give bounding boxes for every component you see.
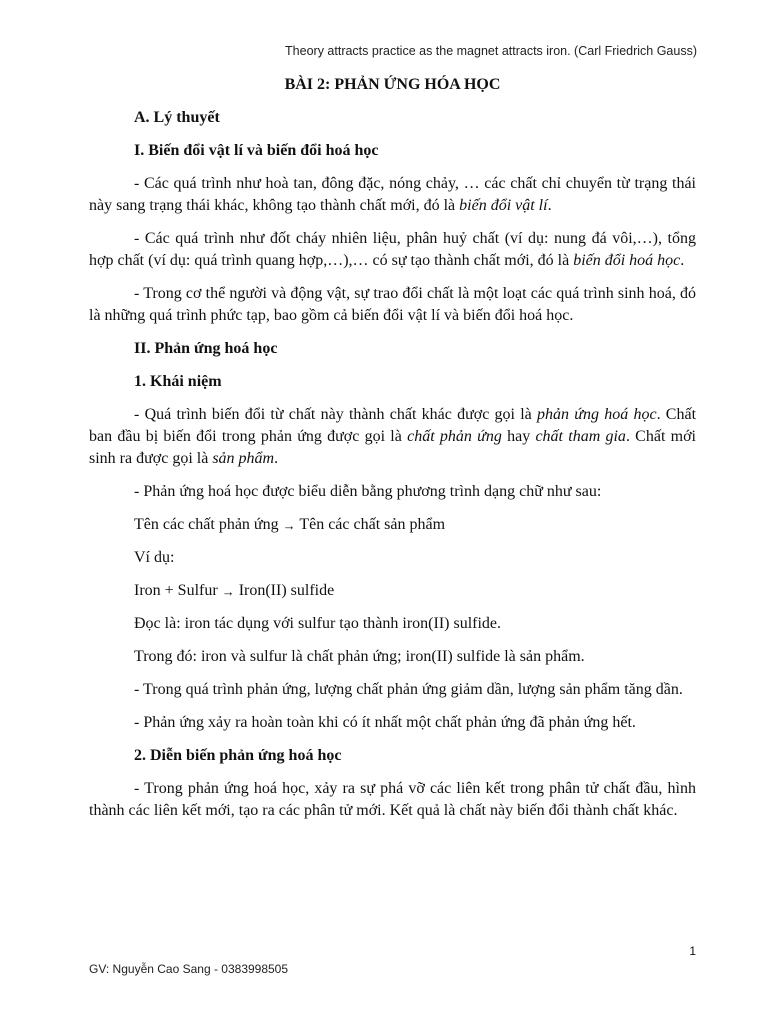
section-heading-2-1: 1. Khái niệm [134,373,222,390]
word-equation-general: Tên các chất phản ứng → Tên các chất sản phẩm [134,516,446,533]
term-participant: chất tham gia [535,428,626,445]
section-heading-2: II. Phản ứng hoá học [134,340,278,357]
header-quote: Theory attracts practice as the magnet attracts iron. (Carl Friedrich Gauss) [285,44,697,58]
document-body [89,74,696,833]
term-reaction: phản ứng hoá học [537,406,657,423]
page-title: BÀI 2: PHẢN ỨNG HÓA HỌC [284,76,501,93]
paragraph-definition: - Quá trình biến đổi từ chất này thành chất khác được gọi là phản ứng hoá học. Chất ban đầu bị biến đổi trong phản ứng được gọi là chất phản ứng hay chất tham gia. Chất mới sinh ra được gọi là sản phẩm. [89,406,697,467]
arrow-icon: → [221,584,235,599]
paragraph-reaction-progress: - Trong phản ứng hoá học, xảy ra sự phá vỡ các liên kết trong phân tử chất đầu, hình thành các liên kết mới, tạo ra các phân tử mới. Kết quả là chất này biến đổi thành chất khác. [89,780,696,819]
section-heading-1: I. Biến đổi vật lí và biến đổi hoá học [134,142,379,159]
example-label: Ví dụ: [134,549,175,566]
page-number: 1 [689,944,696,958]
arrow-icon: → [282,518,296,533]
reading-line: Đọc là: iron tác dụng với sulfur tạo thành iron(II) sulfide. [134,615,502,632]
where-line: Trong đó: iron và sulfur là chất phản ứng; iron(II) sulfide là sản phẩm. [134,648,585,665]
paragraph-metabolism: - Trong cơ thể người và động vật, sự trao đổi chất là một loạt các quá trình sinh hoá, đó là những quá trình phức tạp, bao gồm cả biến đổi vật lí và biến đổi hoá học. [89,285,696,324]
term-reactant: chất phản ứng [407,428,502,445]
paragraph-physical-change: - Các quá trình như hoà tan, đông đặc, nóng chảy, … các chất chỉ chuyển từ trạng thái này sang trạng thái khác, không tạo thành chất mới, đó là biến đổi vật lí. [89,175,696,214]
paragraph-amount-change: - Trong quá trình phản ứng, lượng chất phản ứng giảm dần, lượng sản phẩm tăng dần. [134,681,683,698]
section-heading-2-2: 2. Diễn biến phản ứng hoá học [134,747,342,764]
term-chemical-change: biến đổi hoá học [573,252,681,269]
paragraph-chemical-change: - Các quá trình như đốt cháy nhiên liệu, phân huỷ chất (ví dụ: nung đá vôi,…), tổng hợp chất (ví dụ: quá trình quang hợp,…),… có sự tạo thành chất mới, đó là biến đổi hoá học. [89,230,696,269]
word-equation-example: Iron + Sulfur → Iron(II) sulfide [134,582,335,599]
term-physical-change: biến đổi vật lí [459,197,548,214]
paragraph-word-equation: - Phản ứng hoá học được biểu diễn bằng phương trình dạng chữ như sau: [134,483,602,500]
section-heading-a: A. Lý thuyết [134,109,220,126]
footer-author: GV: Nguyễn Cao Sang - 0383998505 [89,962,289,976]
term-product: sản phẩm [212,450,275,467]
paragraph-complete-reaction: - Phản ứng xảy ra hoàn toàn khi có ít nhất một chất phản ứng đã phản ứng hết. [134,714,636,731]
